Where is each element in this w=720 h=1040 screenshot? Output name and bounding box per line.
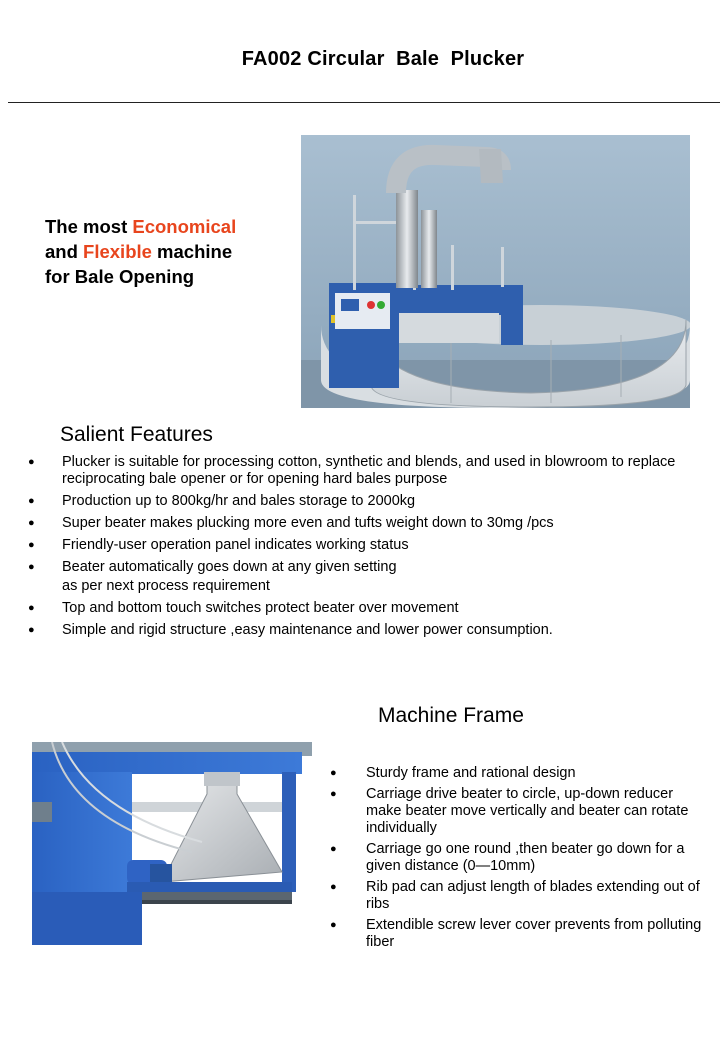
- list-item-text: Friendly-user operation panel indicates working status: [62, 537, 409, 553]
- machine-frame-heading: Machine Frame: [378, 704, 524, 727]
- list-item-text: Top and bottom touch switches protect beater over movement: [62, 600, 459, 616]
- list-item-text: Super beater makes plucking more even and tufts weight down to 30mg /pcs: [62, 515, 554, 531]
- page-title: FA002 Circular Bale Plucker: [241, 48, 525, 70]
- list-item: [0, 559, 720, 576]
- list-item-text: Carriage go one round ,then beater go down for a given distance (0—10mm): [366, 841, 685, 874]
- machine-photo-illustration: [301, 135, 690, 408]
- machine-photo: [301, 135, 690, 408]
- tagline-text: The most: [45, 216, 133, 237]
- list-item-continuation: [0, 578, 720, 595]
- list-item: [0, 454, 720, 488]
- tagline-line-3: for Bale Opening: [45, 266, 195, 287]
- list-item: [0, 515, 720, 532]
- list-item-text: Plucker is suitable for processing cotton, synthetic and blends, and used in blowroom to replace reciprocating bale opener or for opening hard bales purpose: [62, 454, 676, 487]
- list-item-text: Beater automatically goes down at any given setting: [62, 559, 397, 575]
- bullet-icon: ●: [28, 624, 35, 636]
- list-item-text: Simple and rigid structure ,easy maintenance and lower power consumption.: [62, 622, 553, 638]
- list-item: [330, 917, 705, 951]
- list-item-text: Extendible screw lever cover prevents from polluting fiber: [366, 917, 702, 950]
- salient-features-list: [0, 454, 720, 644]
- tagline-line-2: [45, 239, 236, 264]
- list-item: [0, 493, 720, 510]
- machine-frame-photo: [32, 742, 312, 945]
- title-divider: [8, 102, 720, 103]
- bullet-icon: ●: [330, 881, 337, 893]
- list-item: [330, 841, 705, 875]
- list-item: [330, 765, 705, 782]
- list-item: [0, 600, 720, 617]
- machine-frame-list: [330, 765, 705, 955]
- list-item-text: Sturdy frame and rational design: [366, 765, 576, 781]
- bullet-icon: ●: [28, 495, 35, 507]
- bullet-icon: ●: [28, 456, 35, 468]
- tagline-highlight-economical: Economical: [132, 216, 237, 237]
- machine-frame-illustration: [32, 742, 312, 945]
- list-item-text: Production up to 800kg/hr and bales storage to 2000kg: [62, 493, 416, 509]
- bullet-icon: ●: [330, 919, 337, 931]
- bullet-icon: ●: [330, 767, 337, 779]
- tagline: [45, 214, 236, 289]
- tagline-highlight-flexible: Flexible: [83, 241, 152, 262]
- bullet-icon: ●: [28, 561, 35, 573]
- list-item: [330, 879, 705, 913]
- list-item-text: Carriage drive beater to circle, up-down reducer make beater move vertically and beater can rotate individually: [366, 786, 689, 836]
- list-item-text: Rib pad can adjust length of blades extending out of ribs: [366, 879, 700, 912]
- bullet-icon: ●: [28, 539, 35, 551]
- list-item: [0, 622, 720, 639]
- list-item: [330, 786, 705, 837]
- tagline-line-1: [45, 214, 236, 239]
- list-item: [0, 537, 720, 554]
- bullet-icon: ●: [330, 843, 337, 855]
- bullet-icon: ●: [28, 602, 35, 614]
- tagline-text: machine: [151, 241, 233, 262]
- tagline-text: and: [45, 241, 84, 262]
- bullet-icon: ●: [330, 788, 337, 800]
- bullet-icon: ●: [28, 517, 35, 529]
- salient-features-heading: Salient Features: [60, 423, 213, 446]
- list-item-text: as per next process requirement: [62, 578, 270, 594]
